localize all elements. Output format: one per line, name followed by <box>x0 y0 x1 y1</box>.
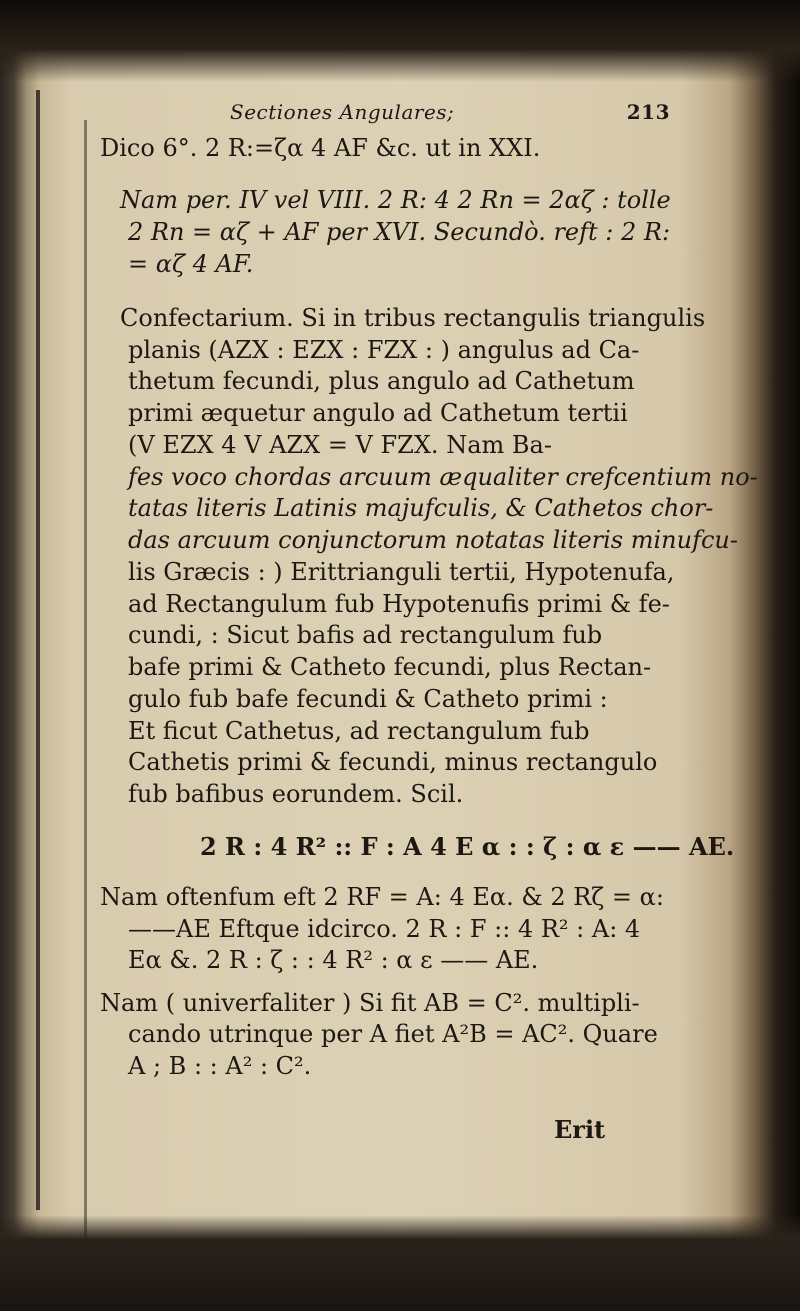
running-head <box>230 100 670 124</box>
confectarium-line-2: planis (AZX : EZX : FZX : ) angulus ad Ca- <box>128 336 640 364</box>
running-head-title: Sectiones Angulares; <box>230 100 455 124</box>
confectarium-line-9: lis Græcis : ) Erittrianguli tertii, Hypotenufa, <box>128 558 675 586</box>
confectarium-line-1: Confectarium. Si in tribus rectangulis triangulis <box>120 304 706 332</box>
confectarium-line-15: Cathetis primi & fecundi, minus rectangulo <box>128 748 658 776</box>
confectarium-line-11: cundi, : Sicut bafis ad rectangulum fub <box>128 621 603 649</box>
margin-rule <box>84 120 87 1240</box>
binding-edge <box>36 90 40 1210</box>
text-block <box>100 100 758 1200</box>
dico-line: Dico 6°. 2 R:=ζα 4 AF &c. ut in XXI. <box>100 134 541 162</box>
confectarium-line-13: gulo fub bafe fecundi & Catheto primi : <box>128 685 608 713</box>
confectarium-line-3: thetum fecundi, plus angulo ad Cathetum <box>128 367 635 395</box>
univerfaliter-line-2: cando utrinque per A fiet A²B = AC². Quare <box>128 1020 658 1048</box>
nam-per-line-1: Nam per. IV vel VIII. 2 R: 4 2 Rn = 2αζ : tolle <box>120 186 671 214</box>
confectarium-line-16: fub bafibus eorundem. Scil. <box>128 780 464 808</box>
confectarium-line-5: (V EZX 4 V AZX = V FZX. Nam Ba- <box>128 431 552 459</box>
confectarium-line-10: ad Rectangulum fub Hypotenufis primi & fe- <box>128 590 670 618</box>
page-number: 213 <box>626 100 670 124</box>
confectarium-line-4: primi æquetur angulo ad Cathetum tertii <box>128 399 628 427</box>
oftenfum-line-1: Nam oftenfum eft 2 RF = A: 4 Eα. & 2 Rζ = α: <box>100 883 664 911</box>
catchword: Erit <box>554 1115 606 1144</box>
confectarium-line-6: fes voco chordas arcuum æqualiter crefcentium no- <box>128 463 758 491</box>
univerfaliter-line-1: Nam ( univerfaliter ) Si fit AB = C². multipli- <box>100 989 640 1017</box>
confectarium-line-7: tatas literis Latinis majufculis, & Cathetos chor- <box>128 494 714 522</box>
top-shadow <box>0 0 800 82</box>
confectarium-line-12: bafe primi & Catheto fecundi, plus Rectan- <box>128 653 652 681</box>
univerfaliter-line-3: A ; B : : A² : C². <box>128 1052 312 1080</box>
confectarium-line-8: das arcuum conjunctorum notatas literis minufcu- <box>128 526 738 554</box>
nam-per-line-3: = αζ 4 AF. <box>128 250 254 278</box>
bottom-shadow <box>0 1215 800 1311</box>
formula-line: 2 R : 4 R² :: F : A 4 E α : : ζ : α ε —— AE. <box>200 832 735 861</box>
oftenfum-line-3: Eα &. 2 R : ζ : : 4 R² : α ε —— AE. <box>128 946 539 974</box>
nam-per-line-2: 2 Rn = αζ + AF per XVI. Secundò. reft : 2 R: <box>128 218 671 246</box>
oftenfum-line-2: ——AE Eftque idcirco. 2 R : F :: 4 R² : A: 4 <box>128 915 641 943</box>
confectarium-line-14: Et ficut Cathetus, ad rectangulum fub <box>128 717 590 745</box>
